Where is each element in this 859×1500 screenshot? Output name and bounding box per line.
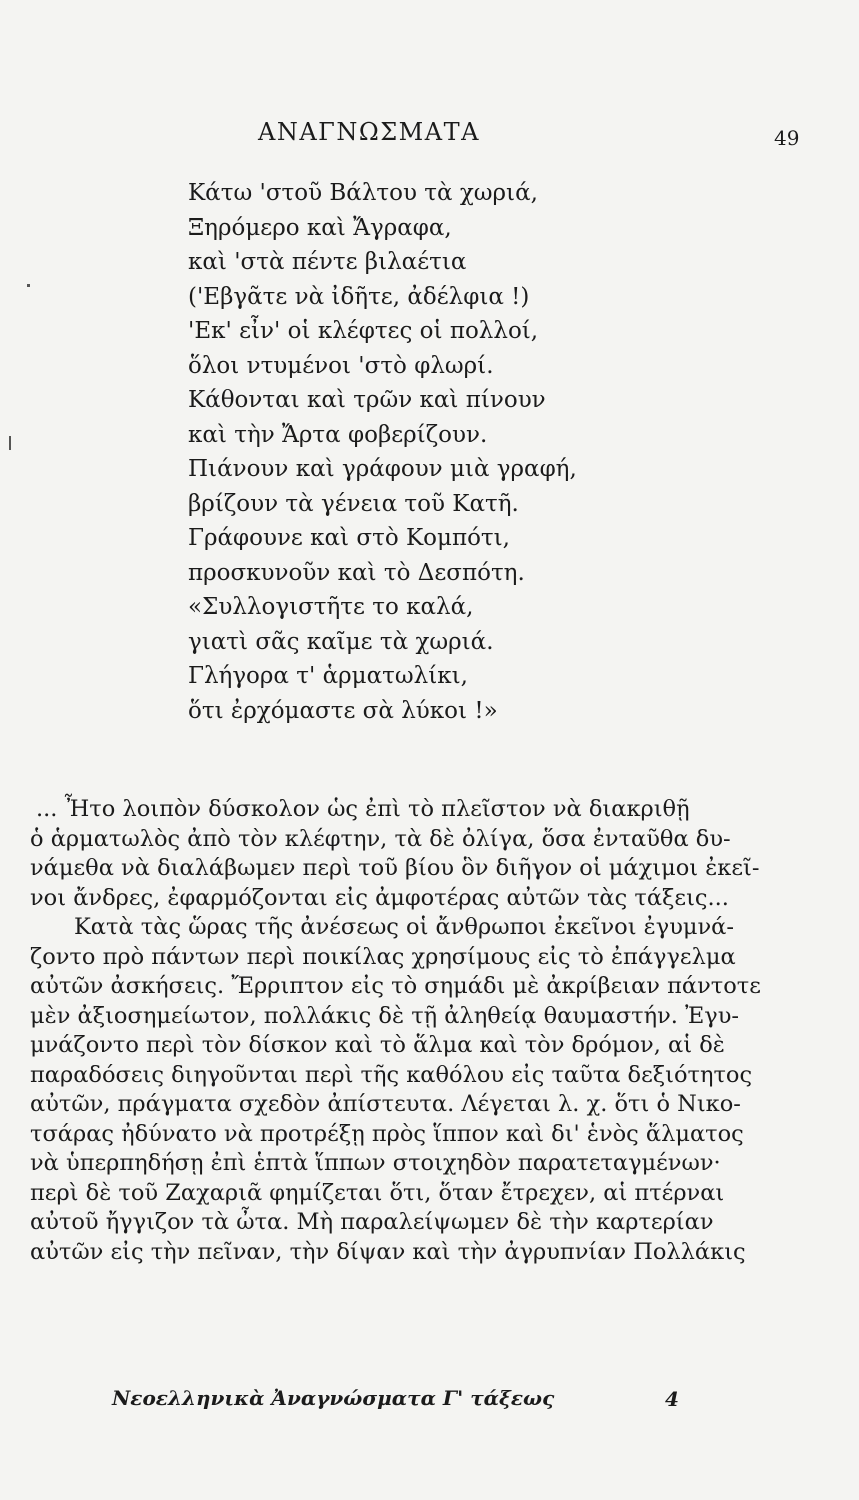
prose-line: αὐτῶν ἀσκήσεις. Ἔρριπτον εἰς τὸ σημάδι μὲ ἀκρίβειαν πάντοτε [30, 973, 761, 999]
poem-line: Ξηρόμερο καὶ Ἄγραφα, [188, 214, 452, 241]
prose-line: μὲν ἀξιοσημείωτον, πολλάκις δὲ τῇ ἀληθείᾳ θαυμαστήν. Ἐγυ- [30, 1002, 740, 1029]
scan-speck [9, 436, 11, 450]
prose-line: αὐτῶν, πράγματα σχεδὸν ἀπίστευτα. Λέγεται λ. χ. ὅτι ὁ Νικο- [30, 1091, 741, 1117]
prose-line: αὐτῶν εἰς τὴν πεῖναν, τὴν δίψαν καὶ τὴν ἀγρυπνίαν Πολλάκις [30, 1238, 746, 1265]
scan-speck [27, 284, 30, 287]
poem-line: Γράφουνε καὶ στὸ Κομπότι, [188, 525, 510, 551]
poem-line: γιατὶ σᾶς καῖμε τὰ χωριά. [188, 628, 494, 655]
poem-line: προσκυνοῦν καὶ τὸ Δεσπότη. [188, 559, 525, 586]
prose-line: Κατὰ τὰς ὥρας τῆς ἀνέσεως οἱ ἄνθρωποι ἐκεῖνοι ἐγυμνά- [74, 914, 734, 940]
prose-line: νὰ ὑπερπηδήσῃ ἐπὶ ἑπτὰ ἵππων στοιχηδὸν παρατεταγμένων· [30, 1150, 721, 1176]
poem-line: βρίζουν τὰ γένεια τοῦ Κατῆ. [188, 490, 519, 517]
poem-line: ὅλοι ντυμένοι 'στὸ φλωρί. [188, 352, 494, 379]
footer-signature-number: 4 [665, 1387, 679, 1411]
poem [188, 176, 708, 728]
running-header-title: ΑΝΑΓΝΩΣΜΑΤΑ [258, 118, 480, 146]
poem-line: ('Εβγᾶτε νὰ ἰδῆτε, ἀδέλφια !) [188, 283, 530, 310]
prose-line: αὐτοῦ ἤγγιζον τὰ ὦτα. Μὴ παραλείψωμεν δὲ τὴν καρτερίαν [30, 1209, 714, 1235]
prose-line: ... Ἦτο λοιπὸν δύσκολον ὡς ἐπὶ τὸ πλεῖστον νὰ διακριθῇ [36, 796, 690, 822]
prose-line: νάμεθα νὰ διαλάβωμεν περὶ τοῦ βίου ὃν διῆγον οἱ μάχιμοι ἐκεῖ- [30, 855, 760, 881]
poem-line: καὶ τὴν Ἄρτα φοβερίζουν. [188, 421, 488, 448]
prose-line: περὶ δὲ τοῦ Ζαχαριᾶ φημίζεται ὅτι, ὅταν ἔτρεχεν, αἱ πτέρναι [30, 1179, 725, 1206]
prose-line: νοι ἄνδρες, ἐφαρμόζονται εἰς ἀμφοτέρας αὐτῶν τὰς τάξεις... [30, 884, 729, 911]
poem-line: ὅτι ἐρχόμαστε σὰ λύκοι !» [188, 697, 498, 724]
footer-book-title: Νεοελληνικὰ Ἀναγνώσματα Γ' τάξεως [112, 1386, 555, 1410]
poem-line: Κάθονται καὶ τρῶν καὶ πίνουν [188, 387, 546, 413]
poem-line: 'Εκ' εἶν' οἱ κλέφτες οἱ πολλοί, [188, 318, 539, 344]
poem-line: Πιάνουν καὶ γράφουν μιὰ γραφή, [188, 456, 577, 482]
poem-line: Γλήγορα τ' ἁρματωλίκι, [188, 663, 468, 689]
poem-line: Κάτω 'στοῦ Βάλτου τὰ χωριά, [188, 180, 538, 206]
poem-line: «Συλλογιστῆτε το καλά, [188, 594, 474, 620]
page-number: 49 [774, 126, 800, 150]
prose-line: ὁ ἁρματωλὸς ἀπὸ τὸν κλέφτην, τὰ δὲ ὀλίγα, ὅσα ἐνταῦθα δυ- [30, 825, 731, 852]
prose-line: μνάζοντο περὶ τὸν δίσκον καὶ τὸ ἅλμα καὶ τὸν δρόμον, αἱ δὲ [30, 1032, 725, 1058]
prose-line: τσάρας ἠδύνατο νὰ προτρέξῃ πρὸς ἵππον καὶ δι' ἑνὸς ἅλματος [30, 1120, 744, 1147]
poem-line: καὶ 'στὰ πέντε βιλαέτια [188, 249, 467, 275]
prose-body [30, 795, 770, 1267]
prose-line: ζοντο πρὸ πάντων περὶ ποικίλας χρησίμους εἰς τὸ ἐπάγγελμα [30, 943, 736, 970]
prose-line: παραδόσεις διηγοῦνται περὶ τῆς καθόλου εἰς ταῦτα δεξιότητος [30, 1061, 753, 1088]
